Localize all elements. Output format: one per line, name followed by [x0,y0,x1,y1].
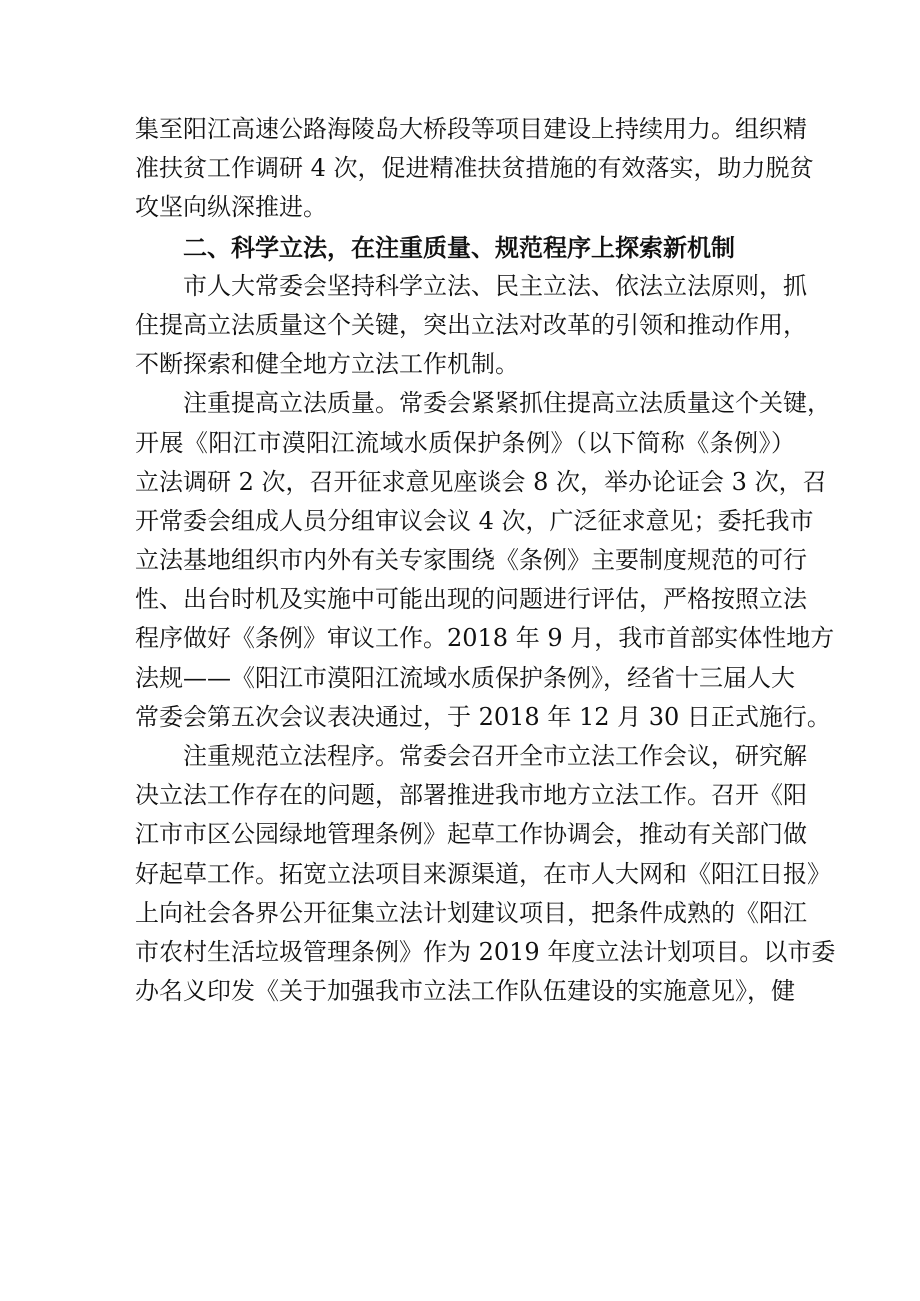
text-line: 准扶贫工作调研 4 次，促进精准扶贫措施的有效落实，助力脱贫 [135,154,814,183]
text-line: 决立法工作存在的问题，部署推进我市地方立法工作。召开《阳 [135,781,807,810]
text-line: 市人大常委会坚持科学立法、民主立法、依法立法原则，抓 [183,271,807,300]
text-line: 法规——《阳江市漠阳江流域水质保护条例》，经省十三届人大 [135,663,795,692]
text-line: 性、出台时机及实施中可能出现的问题进行评估，严格按照立法 [135,585,807,614]
section-heading: 二、科学立法，在注重质量、规范程序上探索新机制 [183,232,735,262]
text-line: 好起草工作。拓宽立法项目来源渠道，在市人大网和《阳江日报》 [135,859,831,888]
text-line: 注重规范立法程序。常委会召开全市立法工作会议，研究解 [183,742,807,770]
text-line: 立法调研 2 次，召开征求意见座谈会 8 次，举办论证会 3 次，召 [135,467,827,496]
text-line: 开常委会组成人员分组审议会议 4 次，广泛征求意见；委托我市 [135,506,814,535]
text-line: 攻坚向纵深推进。 [135,193,327,222]
document-body [135,110,836,1011]
text-line: 程序做好《条例》审议工作。2018 年 9 月，我市首部实体性地方 [135,624,835,653]
text-line: 办名义印发《关于加强我市立法工作队伍建设的实施意见》，健 [135,977,795,1006]
text-line: 上向社会各界公开征集立法计划建议项目，把条件成熟的《阳江 [135,898,807,927]
text-line: 住提高立法质量这个关键，突出立法对改革的引领和推动作用， [135,310,807,339]
text-line: 不断探索和健全地方立法工作机制。 [135,350,519,379]
text-line: 集至阳江高速公路海陵岛大桥段等项目建设上持续用力。组织精 [135,115,807,143]
text-line: 常委会第五次会议表决通过，于 2018 年 12 月 30 日正式施行。 [135,702,831,731]
text-line: 开展《阳江市漠阳江流域水质保护条例》（以下简称《条例》） [135,428,795,457]
text-line: 市农村生活垃圾管理条例》作为 2019 年度立法计划项目。以市委 [135,937,836,966]
text-line: 江市市区公园绿地管理条例》起草工作协调会，推动有关部门做 [135,820,807,849]
text-line: 注重提高立法质量。常委会紧紧抓住提高立法质量这个关键， [183,389,831,418]
text-line: 立法基地组织市内外有关专家围绕《条例》主要制度规范的可行 [135,546,807,575]
